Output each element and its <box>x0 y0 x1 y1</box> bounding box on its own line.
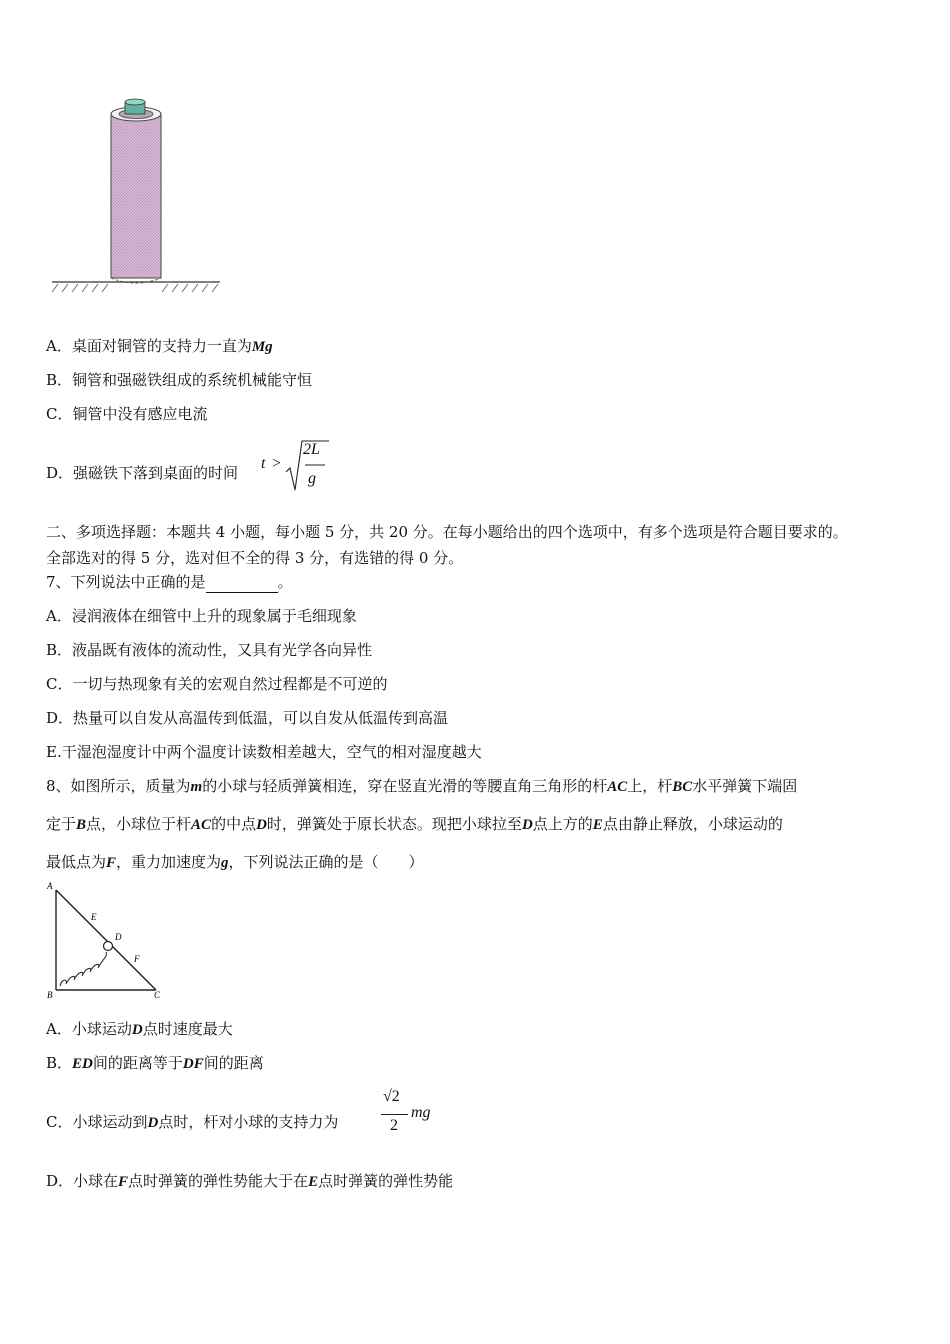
label-d: D <box>115 932 122 942</box>
q6-option-a: A．桌面对铜管的支持力一直为Mg <box>46 337 273 355</box>
q8-c-num: √2 <box>383 1088 400 1105</box>
q8-stem-line2: 定于B点，小球位于杆AC的中点D时，弹簧处于原长状态。现把小球拉至D点上方的E点由静止释放，小球运动的 <box>46 815 783 833</box>
q7-option-e: E.干湿泡湿度计中两个温度计读数相差越大，空气的相对湿度越大 <box>46 743 482 761</box>
q8-c-mg: mg <box>411 1104 431 1121</box>
label-f: F <box>134 954 140 964</box>
q6-option-c: C．铜管中没有感应电流 <box>46 405 208 423</box>
q7-option-b: B．液晶既有液体的流动性，又具有光学各向异性 <box>46 641 373 659</box>
q8-stem-line1: 8、如图所示，质量为m的小球与轻质弹簧相连，穿在竖直光滑的等腰直角三角形的杆AC上，杆BC水平弹簧下端固 <box>46 777 798 795</box>
q7-option-d: D．热量可以自发从高温传到低温，可以自发从低温传到高温 <box>46 709 449 727</box>
label-b: B <box>47 990 53 1000</box>
q8-option-c: C．小球运动到D点时，杆对小球的支持力为 <box>46 1113 339 1131</box>
q6-d-num: 2L <box>303 441 320 458</box>
q6-d-t: t <box>261 455 266 472</box>
label-a: A <box>47 881 53 891</box>
q8-option-d: D．小球在F点时弹簧的弹性势能大于在E点时弹簧的弹性势能 <box>46 1172 454 1190</box>
label-e: E <box>91 912 97 922</box>
q6-d-gt: > <box>272 455 282 472</box>
q7-option-c: C．一切与热现象有关的宏观自然过程都是不可逆的 <box>46 675 388 693</box>
q6-option-b: B．铜管和强磁铁组成的系统机械能守恒 <box>46 371 313 389</box>
q7-blank <box>206 572 278 593</box>
q8-option-b: B．ED间的距离等于DF间的距离 <box>46 1054 264 1072</box>
q8-option-a: A．小球运动D点时速度最大 <box>46 1020 233 1038</box>
triangle-figure <box>44 880 174 1004</box>
q6-d-den: g <box>308 470 316 487</box>
q7-stem: 7、下列说法中正确的是 。 <box>46 573 293 591</box>
q8-c-fraction-bar <box>381 1114 408 1115</box>
copper-tube-figure <box>48 98 228 298</box>
label-c: C <box>154 990 161 1000</box>
q7-option-a: A．浸润液体在细管中上升的现象属于毛细现象 <box>46 607 357 625</box>
q6-option-d: D．强磁铁下落到桌面的时间 <box>46 464 239 482</box>
q8-stem-line3: 最低点为F，重力加速度为g，下列说法正确的是（ ） <box>46 853 424 871</box>
q8-c-den: 2 <box>390 1117 398 1134</box>
section2-line1: 二、多项选择题：本题共 4 小题，每小题 5 分，共 20 分。在每小题给出的四个选项中，有多个选项是符合题目要求的。 <box>46 523 848 541</box>
section2-line2: 全部选对的得 5 分，选对但不全的得 3 分，有选错的得 0 分。 <box>46 549 464 567</box>
